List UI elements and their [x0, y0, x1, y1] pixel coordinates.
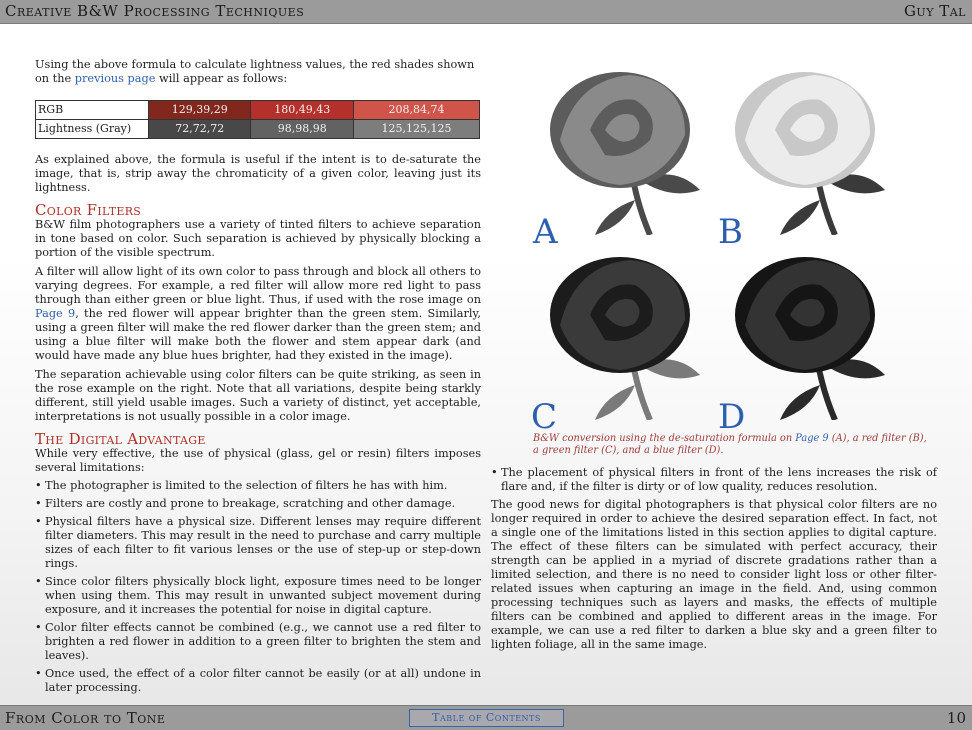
digital-advantage-heading: The Digital Advantage	[35, 430, 206, 448]
color-filters-p3: The separation achievable using color filters can be quite striking, as seen in the rose example on the right. Note that all variations, despite being starkly different, still yield usable images. Such a variety of distinct, yet acceptable, interpretations is not usually possible in a color image.	[35, 368, 481, 423]
list-item: • The placement of physical filters in front of the lens increases the risk of flare and, if the filter is dirty or of low quality, reduces resolution.	[491, 466, 937, 493]
table-cell: 129,39,29	[149, 101, 251, 120]
rose-b-image	[720, 60, 895, 235]
color-filters-heading: Color Filters	[35, 201, 142, 219]
digital-p1: While very effective, the use of physical (glass, gel or resin) filters imposes several limitations:	[35, 447, 481, 474]
list-item: • The photographer is limited to the selection of filters he has with him.	[35, 479, 448, 492]
header-bar	[0, 0, 972, 24]
table-row	[36, 101, 480, 120]
rose-a-image	[535, 60, 710, 235]
good-news-paragraph: The good news for digital photographers is that physical color filters are no longer required in order to achieve the desired separation effect. In fact, not a single one of the limitations listed in this section applies to digital capture. The effect of these filters can be simulated with perfect accuracy, their strength can be applied in a myriad of discrete gradations rather than a limited selection, and there is no need to consider light loss or other filter-related issues when capturing an image in the field. And, using common processing techniques such as layers and masks, the effects of multiple filters can be combined and applied to different areas in the image. For example, we can use a red filter to darken a blue sky and a green filter to lighten foliage, all in the same image.	[491, 498, 937, 651]
table-cell: 208,84,74	[353, 101, 479, 120]
label-d: D	[718, 397, 746, 437]
table-cell: 98,98,98	[251, 120, 353, 139]
table-row	[36, 120, 480, 139]
rose-c-image	[535, 245, 710, 420]
list-item: • Since color filters physically block light, exposure times need to be longer when using them. This may result in unwanted subject movement during exposure, and it increases the potential for noise in digital capture.	[35, 575, 481, 616]
author-name: Guy Tal	[903, 2, 966, 20]
previous-page-link[interactable]: previous page	[74, 72, 156, 85]
row-label: RGB	[36, 101, 149, 120]
color-filters-p1: B&W film photographers use a variety of tinted filters to achieve separation in tone based on color. Such separation is achieved by physically blocking a portion of the visible spectrum.	[35, 218, 481, 259]
chapter-title: From Color to Tone	[5, 709, 166, 727]
list-item: • Physical filters have a physical size. Different lenses may require different filter diameters. This may result in the need to purchase and carry multiple sizes of each filter to fit various lenses or the use of step-up or step-down rings.	[35, 515, 481, 570]
lightness-table	[35, 100, 480, 139]
figure-caption: B&W conversion using the de-saturation formula on Page 9 (A), a red filter (B), a green filter (C), and a blue filter (D).	[533, 433, 927, 456]
table-cell: 125,125,125	[353, 120, 479, 139]
list-item: • Once used, the effect of a color filter cannot be easily (or at all) undone in later processing.	[35, 667, 481, 694]
label-c: C	[531, 397, 558, 437]
table-cell: 72,72,72	[149, 120, 251, 139]
label-b: B	[718, 212, 743, 252]
row-label: Lightness (Gray)	[36, 120, 149, 139]
page-9-link[interactable]: Page 9	[35, 307, 76, 320]
caption-page-9-link[interactable]: Page 9	[795, 433, 829, 444]
right-column	[491, 466, 937, 657]
limitations-list	[35, 479, 481, 695]
color-filters-p2: A filter will allow light of its own color to pass through and block all others to varying degrees. For example, a red filter will allow more red light to pass through than either green or blue light. Thus, if used with the rose image on Page 9, the red flower will appear brighter than the green stem. Similarly, using a green filter will make the red flower darker than the green stem; and using a blue filter will make both the flower and stem appear dark (and would have made any blue hues brighter, had they existed in the image).	[35, 265, 481, 362]
list-item: • Filters are costly and prone to breakage, scratching and other damage.	[35, 497, 456, 510]
label-a: A	[533, 212, 558, 252]
footer-bar	[0, 705, 972, 730]
table-of-contents-button[interactable]: Table of Contents	[409, 709, 564, 727]
left-column	[35, 58, 481, 699]
table-cell: 180,49,43	[251, 101, 353, 120]
desaturation-paragraph: As explained above, the formula is useful if the intent is to de-saturate the image, that is, strip away the chromaticity of a given color, leaving just its lightness.	[35, 153, 481, 194]
book-title: Creative B&W Processing Techniques	[5, 2, 305, 20]
intro-paragraph: Using the above formula to calculate lightness values, the red shades shown on the previous page will appear as follows:	[35, 58, 475, 85]
page-number: 10	[946, 709, 966, 727]
right-bullet-list	[491, 466, 937, 494]
list-item: • Color filter effects cannot be combined (e.g., we cannot use a red filter to brighten a red flower in addition to a green filter to brighten the stem and leaves).	[35, 621, 481, 662]
rose-d-image	[720, 245, 895, 420]
